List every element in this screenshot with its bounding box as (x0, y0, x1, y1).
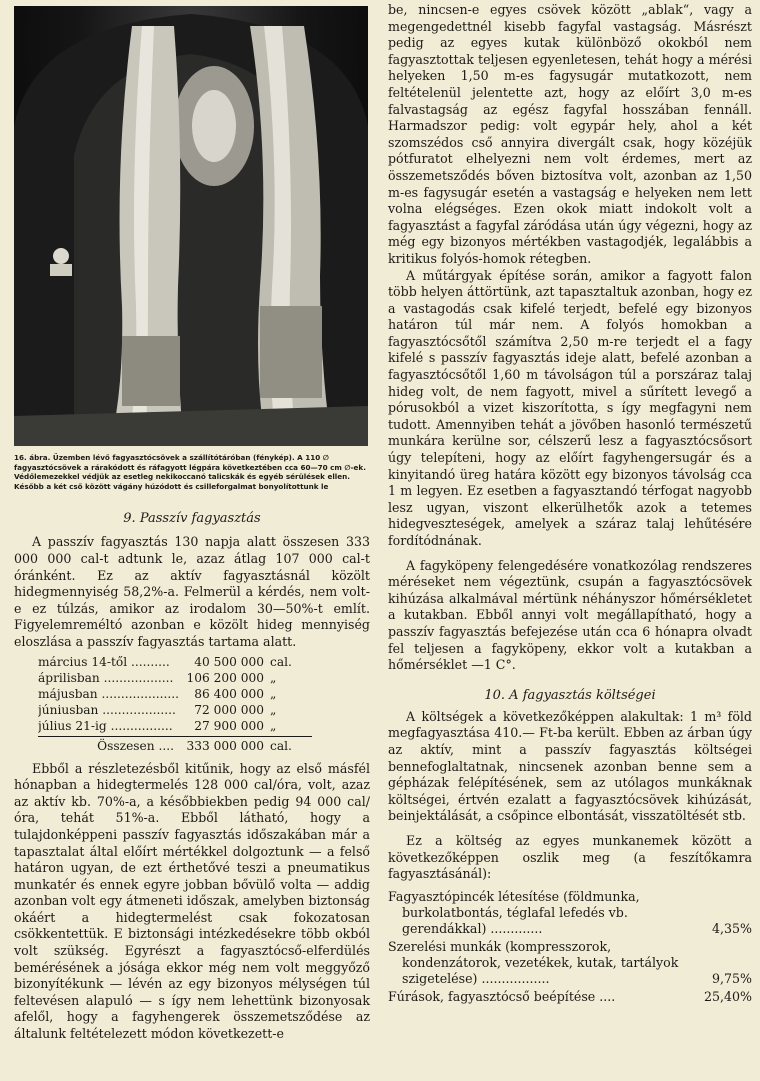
figure-caption: 16. ábra. Üzemben lévő fagyasztócsövek a szállítótáróban (fénykép). A 110 ∅ fagyasztócsövek a rárakódott és ráfagyott légpára következtében cca 60—70 cm ∅-ek. Védőlemezekkel védjük az esetleg nekikoccanó talicskák és egyéb sérülések ellen. Később a két cső között vágány húzódott és csilleforgalmat bonyolítottunk le (14, 453, 366, 491)
list-item (388, 989, 752, 1005)
total-unit: cal. (264, 736, 312, 755)
month-label: áprilisban .................. (38, 670, 174, 685)
cost-label: Fúrások, fagyasztócső beépítése .... (388, 988, 616, 1004)
table-total-row (38, 736, 312, 755)
month-value: 72 000 000 (194, 702, 264, 717)
month-unit: „ (270, 670, 277, 685)
section-9-heading: 9. Passzív fagyasztás (123, 511, 261, 527)
list-item (388, 939, 752, 987)
section-9-body: Ebből a részletezésből kitűnik, hogy az első másfél hónapban a hidegtermelés 128 000 cal/óra, volt, azaz az aktív kb. 70%-a, a későbbiekben pedig 94 000 cal/óra, tehát 51%-a. Ebből látható, hogy a tulajdonképpeni passzív fagyasztás időszakában már a tapasztalat által előírt mértékkel dolgoztunk — a felső határon ugyan, de ezt érthetővé teszi a pneumatikus munkatér és ennek egyre jobban bővülő volta — addig azonban volt egy átmeneti időszak, amelyben biztonság okáért a hidegtermelést csak fokozatosan csökkentettük. E biztonsági intézkedésekre több okból volt szükség. Egyrészt a fagyasztócső-elferdülés bemérésének a jósága ekkor még nem volt meggyőző bizonyítékunk — lévén az egy bizonyos mélységen túl feltevésen alapuló — s így nem lehettünk bizonyosak afelől, hogy a fagyhengerek összemetsződése az általunk feltételezett módon következett-e (14, 760, 370, 1042)
total-label: Összesen .... (38, 736, 180, 755)
paragraph-costs: A költségek a következőképpen alakultak: 1 m³ föld megfagyasztása 410.— Ft-ba került. Ebben az árban úgy az aktív, mint a passzív fagyasztás költségei bennefoglaltatnak, nincsenek azonban benne sem a gépházak felépítésének, sem az utólagos munkáknak költségei, értvén ezalatt a fagyasztócsövek kihúzását, beinjektálását, a csőpince elbontását, visszatöltését stb. (388, 708, 752, 824)
table-row (38, 687, 312, 703)
section-9-intro: A passzív fagyasztás 130 napja alatt összesen 333 000 000 cal-t adtunk le, azaz átlag 107 000 cal-t óránként. Ez az aktív fagyasztásnál közölt hidegmennyiség 58,2%-a. Felmerül a kérdés, nem volt-e ez túlzás, amikor az irodalom 30—50%-t említ. Figyelemreméltó azonban e közölt hideg mennyiség eloszlása a passzív fagyasztás tartama alatt. (14, 534, 370, 649)
month-label: májusban .................... (38, 686, 179, 701)
cost-value: 25,40% (703, 988, 752, 1004)
freezing-pipes-photo (14, 6, 368, 446)
table-row (38, 703, 312, 719)
paragraph-structures: A műtárgyak építése során, amikor a fagyott falon több helyen áttörtünk, azt tapasztaltuk azonban, hogy ez a vastagodás csak kifelé terjedt, befelé egy bizonyos határon túl már nem. A folyós homokban a fagyasztócsőtől számítva 2,50 m-re terjedt el a fagy kifelé s passzív fagyasztás ideje alatt, befelé azonban a fagyasztócsőtől 1,60 m távolságon túl a porszáraz talaj hideg volt, de nem fagyott, mivel a sűrített levegő a pórusokból a vizet kiszorította, s így megfagyni nem tudott. Amennyiben tehát a jövőben hasonló természetű munkára kerülne sor, célszerű lesz a fagyasztócsősort úgy telepíteni, hogy az előírt fagyhengersugár és a kinyitandó üreg határa között egy bizonyos távolság cca 1 m legyen. Ez esetben a fagyasztandó térfogat nagyobb lesz ugyan, viszont elkerülhetők azok a tetemes hidegveszteségek, amelyek a száraz talaj lehűtésére fordítódnának. (388, 267, 752, 548)
table-row (38, 719, 312, 737)
month-unit: cal. (270, 654, 292, 669)
cost-value: 9,75% (711, 970, 752, 986)
cost-label: Fagyasztópincék létesítése (földmunka, burkolatbontás, téglafal lefedés vb. gerendákkal) ............. (388, 888, 640, 936)
paragraph-cost-split: Ez a költség az egyes munkanemek között a következőképpen oszlik meg (a feszítőkamra fagyasztásánál): (388, 832, 752, 882)
monthly-cold-table (38, 655, 312, 755)
month-label: március 14-től .......... (38, 654, 170, 669)
month-value: 86 400 000 (194, 686, 264, 701)
cost-value: 4,35% (711, 920, 752, 936)
paragraph-continuation: be, nincsen-e egyes csövek között „ablak“, vagy a megengedettnél kisebb fagyfal vastagság. Másrészt pedig az egyes kutak különböző okokból nem fagyasztottak teljesen egyenletesen, tehát hogy a mérési helyeken 1,50 m-es fagysugár mutatkozott, nem feltételenül jelentette azt, hogy az előírt 3,0 m-es falvastagság az egész fagyfal hosszában fennáll. Harmadszor pedig: volt egypár hely, ahol a két szomszédos cső annyira divergált csak, hogy közéjük pótfuratot elhelyezni nem volt érdemes, mert az összemetsződés bőven biztosítva volt, azonban az 1,50 m-es fagysugár esetén a vastagság e helyeken nem lett volna elégséges. Ezen okok miatt indokolt volt a fagyasztást a fagyfal záródása után úgy végezni, hogy az még egy bizonyos mértékben vastagodjék, legalábbis a kritikus folyós-homok rétegben. (388, 2, 752, 266)
month-label: július 21-ig ................ (38, 718, 173, 733)
cost-breakdown-list (388, 889, 752, 1005)
photo-illustration (14, 6, 368, 446)
month-unit: „ (270, 702, 277, 717)
month-value: 40 500 000 (194, 654, 264, 669)
list-item (388, 889, 752, 937)
section-10-heading: 10. A fagyasztás költségei (484, 687, 656, 703)
paragraph-thawing: A fagyköpeny felengedésére vonatkozólag rendszeres méréseket nem végeztünk, csupán a fagyasztócsövek kihúzása alkalmával mértünk néhányszor hőmérsékletet a kutakban. Ebből annyi volt megállapítható, hogy a passzív fagyasztás befejezése után cca 6 hónapra olvadt fel teljesen a fagyköpeny, ekkor volt a kutakban a hőmérséklet —1 C°. (388, 557, 752, 673)
left-column (14, 0, 370, 1043)
cost-label: Szerelési munkák (kompresszorok, kondenzátorok, vezetékek, kutak, tartályok szigetelése) ................. (388, 938, 679, 986)
total-value: 333 000 000 (180, 736, 264, 755)
month-unit: „ (270, 718, 277, 733)
month-value: 27 900 000 (194, 718, 264, 733)
month-label: júniusban ................... (38, 702, 176, 717)
month-unit: „ (270, 686, 277, 701)
table-row (38, 671, 312, 687)
table-row (38, 655, 312, 671)
right-column (388, 0, 752, 1007)
month-value: 106 200 000 (186, 670, 264, 685)
